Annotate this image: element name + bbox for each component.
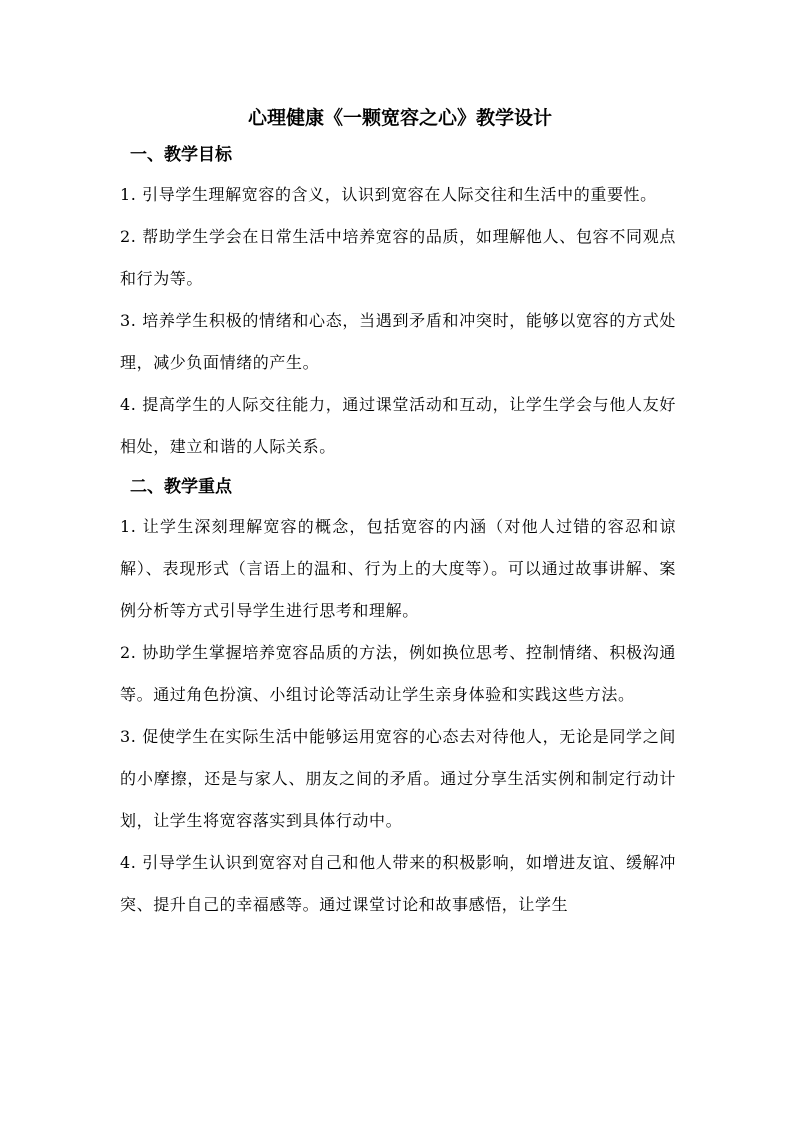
document-title: 心理健康《一颗宽容之心》教学设计 [247, 107, 552, 129]
document-page [120, 100, 676, 926]
list-item: 4. 提高学生的人际交往能力，通过课堂活动和互动，让学生学会与他人友好相处，建立和谐的人际关系。 [120, 395, 676, 456]
section-teaching-focus [120, 468, 676, 926]
list-item: 2. 协助学生掌握培养宽容品质的方法，例如换位思考、控制情绪、积极沟通等。通过角色扮演、小组讨论等活动让学生亲身体验和实践这些方法。 [120, 643, 676, 704]
list-item: 3. 培养学生积极的情绪和心态，当遇到矛盾和冲突时，能够以宽容的方式处理，减少负面情绪的产生。 [120, 311, 676, 372]
section-heading: 一、教学目标 [130, 145, 232, 165]
section-teaching-goals [120, 136, 676, 468]
list-item: 2. 帮助学生学会在日常生活中培养宽容的品质，如理解他人、包容不同观点和行为等。 [120, 227, 676, 288]
list-item: 4. 引导学生认识到宽容对自己和他人带来的积极影响，如增进友谊、缓解冲突、提升自己的幸福感等。通过课堂讨论和故事感悟，让学生 [120, 853, 676, 914]
section-heading: 二、教学重点 [130, 477, 232, 497]
list-item: 1. 引导学生理解宽容的含义，认识到宽容在人际交往和生活中的重要性。 [120, 185, 657, 204]
list-item: 1. 让学生深刻理解宽容的概念，包括宽容的内涵（对他人过错的容忍和谅解）、表现形式（言语上的温和、行为上的大度等）。可以通过故事讲解、案例分析等方式引导学生进行思考和理解。 [120, 517, 676, 620]
list-item: 3. 促使学生在实际生活中能够运用宽容的心态去对待他人，无论是同学之间的小摩擦，还是与家人、朋友之间的矛盾。通过分享生活实例和制定行动计划，让学生将宽容落实到具体行动中。 [120, 727, 676, 830]
